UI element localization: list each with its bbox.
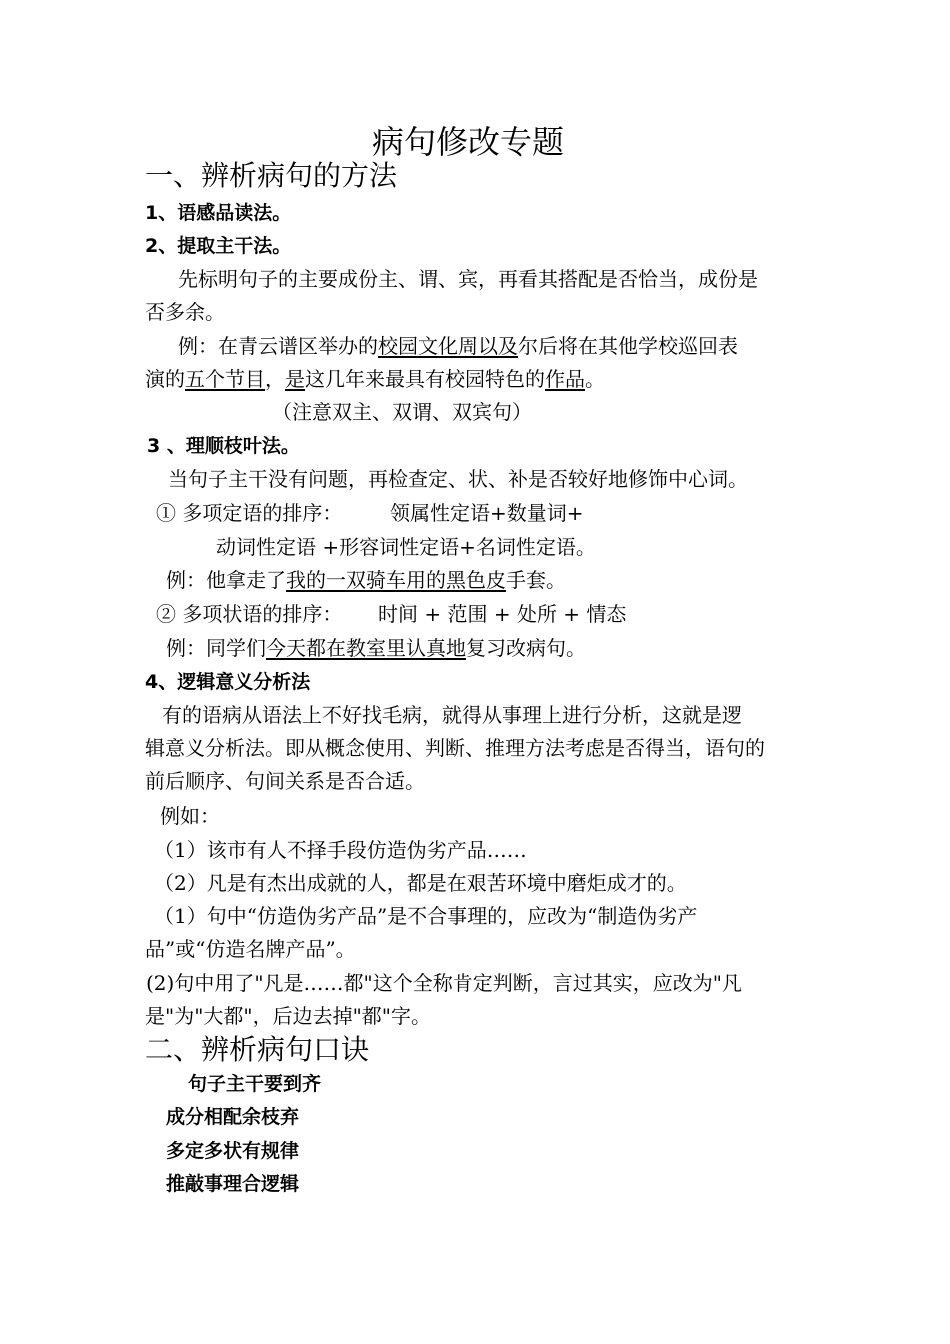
example-2-underline: 我的一双骑车用的黑色皮 bbox=[286, 568, 506, 592]
section2-heading: 二、辨析病句口诀 bbox=[145, 1033, 370, 1066]
example-1-object-underline: 作品 bbox=[545, 367, 585, 391]
example-3-text: 例：同学们 bbox=[166, 636, 266, 660]
example-1-text: 例：在青云谱区举办的 bbox=[178, 334, 378, 358]
method-3-desc: 当句子主干没有问题，再检查定、状、补是否较好地修饰中心词。 bbox=[168, 467, 748, 491]
example-2-text: 手套。 bbox=[506, 568, 566, 592]
mnemonic-line-4: 推敲事理合逻辑 bbox=[166, 1173, 300, 1195]
mnemonic-line-2: 成分相配余枝弃 bbox=[166, 1106, 300, 1128]
example-1-line2 bbox=[145, 364, 605, 394]
answer-2-line1: (2)句中用了"凡是……都"这个全称肯定判断，言过其实，应改为"凡 bbox=[146, 971, 742, 995]
example-1-subject-underline: 校园文化周以及 bbox=[378, 334, 518, 358]
mnemonic-line-3: 多定多状有规律 bbox=[166, 1140, 300, 1162]
example-1-verb-underline: 是 bbox=[285, 367, 305, 391]
example-1-text: ， bbox=[265, 367, 285, 391]
example-sentence-1: （1）该市有人不择手段仿造伪劣产品…… bbox=[154, 838, 527, 862]
adverbial-order-label: ② 多项状语的排序： bbox=[156, 602, 343, 626]
method-4-desc-line1: 有的语病从语法上不好找毛病，就得从事理上进行分析，这就是逻 bbox=[162, 703, 742, 727]
examples-label: 例如： bbox=[160, 804, 220, 828]
page-title: 病句修改专题 bbox=[372, 123, 565, 161]
method-4: 4、逻辑意义分析法 bbox=[145, 671, 311, 693]
answer-1-line1: （1）句中“仿造伪劣产品”是不合事理的，应改为“制造伪劣产 bbox=[154, 904, 698, 928]
method-2: 2、提取主干法。 bbox=[145, 235, 292, 257]
example-3-text: 复习改病句。 bbox=[466, 636, 586, 660]
example-sentence-2: （2）凡是有杰出成就的人，都是在艰苦环境中磨炬成才的。 bbox=[154, 871, 687, 895]
method-2-desc-line1: 先标明句子的主要成份主、谓、宾，再看其搭配是否恰当，成份是 bbox=[178, 267, 758, 291]
attributive-order-rule-a: 领属性定语+数量词+ bbox=[390, 501, 584, 525]
answer-1-line2: 品”或“仿造名牌产品”。 bbox=[145, 937, 356, 961]
example-3 bbox=[166, 633, 586, 663]
example-1-text: 这几年来最具有校园特色的 bbox=[305, 367, 545, 391]
method-3: 3 、理顺枝叶法。 bbox=[147, 435, 300, 457]
answer-2-line2: 是"为"大都"，后边去掉"都"字。 bbox=[145, 1004, 431, 1028]
attributive-order-label: ① 多项定语的排序： bbox=[156, 501, 343, 525]
example-2 bbox=[166, 565, 566, 595]
method-2-desc-line2: 否多余。 bbox=[145, 300, 225, 324]
example-2-text: 例：他拿走了 bbox=[166, 568, 286, 592]
example-1-text: 演的 bbox=[145, 367, 185, 391]
example-3-underline: 今天都在教室里认真地 bbox=[266, 636, 466, 660]
method-4-desc-line2: 辑意义分析法。即从概念使用、判断、推理方法考虑是否得当，语句的 bbox=[145, 736, 765, 760]
section1-heading: 一、辨析病句的方法 bbox=[145, 159, 398, 192]
mnemonic-line-1: 句子主干要到齐 bbox=[188, 1073, 322, 1095]
attributive-order-rule-b: 动词性定语 +形容词性定语+名词性定语。 bbox=[216, 535, 596, 559]
example-1-line1 bbox=[178, 331, 738, 361]
example-1-text: 。 bbox=[585, 367, 605, 391]
adverbial-order-rule: 时间 + 范围 + 处所 + 情态 bbox=[378, 602, 627, 626]
example-1-text: 尔后将在其他学校巡回表 bbox=[518, 334, 738, 358]
example-1-subject-underline: 五个节目 bbox=[185, 367, 265, 391]
note-text: （注意双主、双谓、双宾句） bbox=[272, 400, 532, 424]
method-1: 1、语感品读法。 bbox=[145, 202, 292, 224]
method-4-desc-line3: 前后顺序、句间关系是否合适。 bbox=[145, 769, 425, 793]
